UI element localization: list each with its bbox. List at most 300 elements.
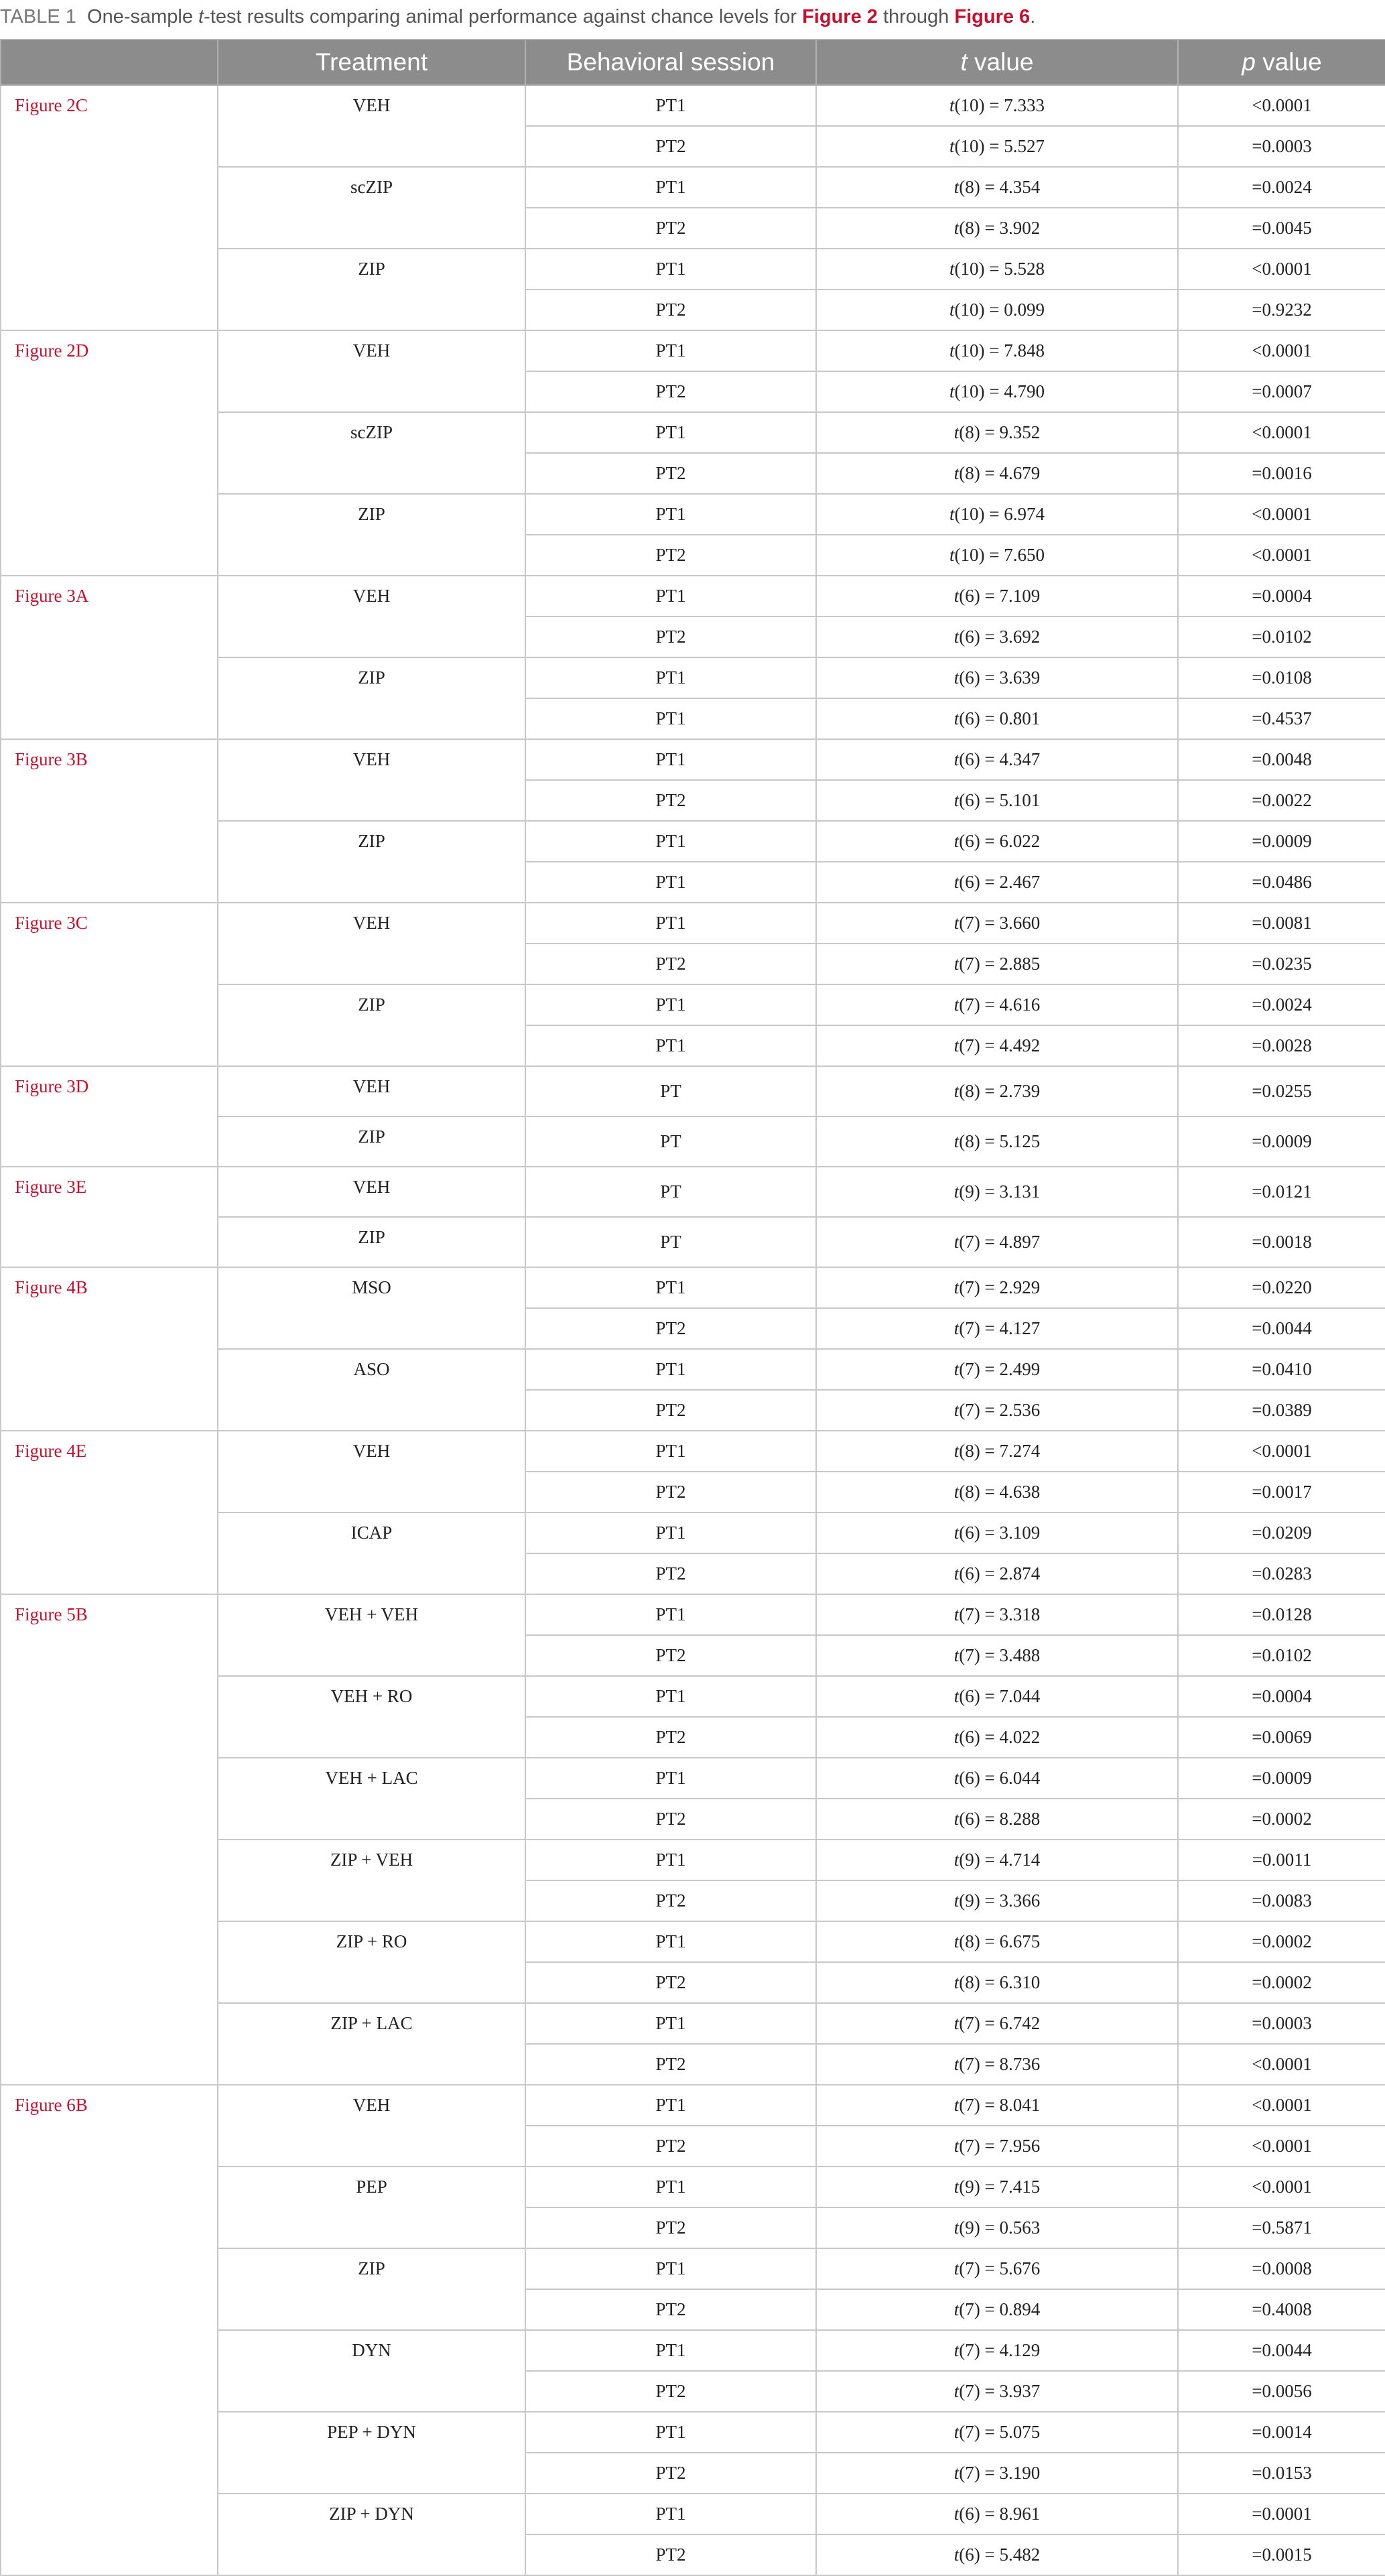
figure-cell [1, 1594, 218, 2085]
t-value-cell [816, 2534, 1178, 2575]
p-value-cell: =0.0015 [1178, 2534, 1385, 2575]
p-value-cell: <0.0001 [1178, 85, 1385, 126]
treatment-cell: VEH [218, 85, 525, 167]
caption-link-figure-2[interactable]: Figure 2 [802, 6, 878, 27]
caption-link-figure-6[interactable]: Figure 6 [954, 6, 1031, 27]
treatment-cell: ZIP [218, 2248, 525, 2330]
t-value-cell [816, 371, 1178, 412]
figure-link[interactable]: Figure 3C [15, 913, 88, 933]
header-p-symbol: p [1242, 48, 1256, 76]
t-symbol: t [953, 667, 960, 688]
p-value-cell: =0.0128 [1178, 1594, 1385, 1635]
t-statistic: (7) = 7.956 [959, 2136, 1041, 2156]
session-cell: PT1 [525, 1758, 816, 1799]
t-value-cell [816, 739, 1178, 780]
treatment-cell: VEH [218, 330, 525, 412]
header-row [1, 40, 1385, 85]
session-cell: PT1 [525, 1025, 816, 1066]
table-row [1, 903, 1385, 944]
t-statistic: (6) = 6.044 [959, 1768, 1041, 1788]
t-statistic: (7) = 3.660 [959, 913, 1041, 933]
t-statistic: (6) = 3.109 [959, 1523, 1041, 1543]
p-value-cell: <0.0001 [1178, 1431, 1385, 1472]
session-cell: PT2 [525, 535, 816, 576]
t-symbol: t [953, 2177, 960, 2197]
p-value-cell: =0.0004 [1178, 1676, 1385, 1717]
t-symbol: t [953, 954, 960, 974]
t-statistic: (7) = 0.894 [959, 2299, 1041, 2319]
t-value-cell [816, 412, 1178, 453]
t-statistic: (8) = 4.638 [959, 1482, 1041, 1502]
t-statistic: (7) = 2.929 [959, 1277, 1041, 1297]
session-cell: PT1 [525, 2330, 816, 2371]
table-row [1, 739, 1385, 780]
p-value-cell: =0.0024 [1178, 167, 1385, 208]
t-value-cell [816, 1390, 1178, 1431]
t-value-cell [816, 903, 1178, 944]
table-row [1, 576, 1385, 617]
p-value-cell: =0.0028 [1178, 1025, 1385, 1066]
treatment-cell: ZIP + RO [218, 1921, 525, 2003]
p-value-cell: =0.0001 [1178, 2494, 1385, 2534]
p-value-cell: <0.0001 [1178, 2044, 1385, 2085]
session-cell: PT1 [525, 1431, 816, 1472]
t-statistic: (8) = 4.354 [959, 177, 1041, 197]
session-cell: PT [525, 1116, 816, 1167]
p-value-cell: =0.0044 [1178, 2330, 1385, 2371]
t-symbol: t [953, 1359, 960, 1379]
t-symbol: t [953, 1768, 960, 1788]
t-value-cell [816, 1676, 1178, 1717]
p-value-cell: =0.0235 [1178, 944, 1385, 984]
t-statistic: (6) = 7.044 [959, 1686, 1041, 1706]
t-symbol: t [953, 1181, 960, 1202]
t-statistic: (6) = 5.482 [959, 2545, 1041, 2565]
p-value-cell: <0.0001 [1178, 2167, 1385, 2207]
t-symbol: t [953, 994, 960, 1015]
table-row [1, 1267, 1385, 1308]
table-row [1, 1066, 1385, 1116]
figure-link[interactable]: Figure 2D [15, 340, 89, 361]
t-symbol: t [953, 177, 960, 197]
t-value-cell [816, 984, 1178, 1025]
session-cell: PT2 [525, 2044, 816, 2085]
p-value-cell: =0.0410 [1178, 1349, 1385, 1390]
t-symbol: t [953, 2545, 960, 2565]
t-statistic: (8) = 9.352 [959, 422, 1041, 442]
t-value-cell [816, 1799, 1178, 1840]
figure-cell [1, 1167, 218, 1267]
t-symbol: t [953, 2054, 960, 2074]
t-value-cell [816, 862, 1178, 903]
treatment-cell: ZIP + DYN [218, 2494, 525, 2575]
session-cell: PT2 [525, 208, 816, 249]
p-value-cell: <0.0001 [1178, 2126, 1385, 2167]
treatment-cell: DYN [218, 2330, 525, 2412]
table-row [1, 330, 1385, 371]
t-symbol: t [953, 2095, 960, 2115]
t-statistic: (10) = 7.848 [954, 340, 1045, 361]
session-cell: PT1 [525, 1676, 816, 1717]
t-value-cell [816, 2207, 1178, 2248]
p-value-cell: =0.0016 [1178, 453, 1385, 494]
t-symbol: t [953, 1850, 960, 1870]
t-value-cell [816, 1217, 1178, 1267]
caption-text-after: -test results comparing animal performance against chance levels for [204, 6, 803, 27]
figure-link[interactable]: Figure 3B [15, 749, 88, 769]
t-statistic: (9) = 3.366 [959, 1890, 1041, 1911]
t-symbol: t [953, 2013, 960, 2033]
t-statistic: (6) = 5.101 [959, 790, 1041, 810]
session-cell: PT1 [525, 576, 816, 617]
t-symbol: t [949, 381, 955, 401]
t-value-cell [816, 1840, 1178, 1880]
t-value-cell [816, 1758, 1178, 1799]
results-table [0, 39, 1385, 2576]
header-behavioral-session: Behavioral session [525, 40, 816, 85]
t-symbol: t [949, 340, 955, 361]
t-value-cell [816, 1921, 1178, 1962]
figure-cell [1, 1267, 218, 1431]
figure-cell [1, 2085, 218, 2575]
p-value-cell: =0.0056 [1178, 2371, 1385, 2412]
p-value-cell: <0.0001 [1178, 2085, 1385, 2126]
header-t-label: value [967, 48, 1034, 76]
t-symbol: t [953, 1277, 960, 1297]
caption-text-end: . [1030, 6, 1036, 27]
table-row [1, 85, 1385, 126]
t-value-cell [816, 1267, 1178, 1308]
treatment-cell: ZIP [218, 249, 525, 330]
session-cell: PT1 [525, 249, 816, 289]
t-symbol: t [953, 1890, 960, 1911]
figure-link[interactable]: Figure 4E [15, 1441, 87, 1461]
t-statistic: (6) = 3.639 [959, 667, 1041, 688]
p-value-cell: =0.0283 [1178, 1553, 1385, 1594]
p-value-cell: =0.5871 [1178, 2207, 1385, 2248]
t-value-cell [816, 494, 1178, 535]
t-statistic: (7) = 3.318 [959, 1604, 1041, 1624]
figure-cell [1, 1066, 218, 1167]
t-statistic: (6) = 6.022 [959, 831, 1041, 851]
t-statistic: (10) = 7.333 [954, 95, 1045, 115]
t-statistic: (10) = 5.527 [954, 136, 1045, 156]
t-value-cell [816, 330, 1178, 371]
t-value-cell [816, 1962, 1178, 2003]
t-symbol: t [953, 1645, 960, 1665]
t-symbol: t [953, 1400, 960, 1420]
header-t-value [816, 40, 1178, 85]
p-value-cell: =0.0009 [1178, 821, 1385, 862]
t-symbol: t [953, 1318, 960, 1338]
session-cell: PT2 [525, 453, 816, 494]
figure-cell [1, 576, 218, 739]
session-cell: PT2 [525, 780, 816, 821]
p-value-cell: =0.0102 [1178, 617, 1385, 657]
t-value-cell [816, 1594, 1178, 1635]
p-value-cell: <0.0001 [1178, 249, 1385, 289]
t-value-cell [816, 249, 1178, 289]
t-statistic: (7) = 4.897 [959, 1232, 1041, 1252]
t-value-cell [816, 657, 1178, 698]
figure-cell [1, 330, 218, 576]
session-cell: PT1 [525, 85, 816, 126]
t-value-cell [816, 1431, 1178, 1472]
t-statistic: (6) = 4.022 [959, 1727, 1041, 1747]
t-statistic: (6) = 8.288 [959, 1809, 1041, 1829]
t-symbol: t [949, 300, 955, 320]
p-value-cell: =0.4008 [1178, 2289, 1385, 2330]
t-symbol: t [953, 1232, 960, 1252]
t-value-cell [816, 576, 1178, 617]
t-symbol: t [953, 1563, 960, 1584]
session-cell: PT1 [525, 412, 816, 453]
t-value-cell [816, 1116, 1178, 1167]
t-statistic: (7) = 3.937 [959, 2381, 1041, 2401]
table-row [1, 1594, 1385, 1635]
t-symbol: t [953, 1972, 960, 1992]
session-cell: PT1 [525, 657, 816, 698]
p-value-cell: =0.0009 [1178, 1758, 1385, 1799]
session-cell: PT1 [525, 2085, 816, 2126]
p-value-cell: =0.0017 [1178, 1472, 1385, 1512]
session-cell: PT1 [525, 862, 816, 903]
header-treatment: Treatment [218, 40, 525, 85]
treatment-cell: ZIP + VEH [218, 1840, 525, 1921]
t-symbol: t [953, 2299, 960, 2319]
t-symbol: t [953, 586, 960, 606]
t-statistic: (10) = 4.790 [954, 381, 1045, 401]
t-symbol: t [953, 2340, 960, 2360]
treatment-cell: VEH [218, 1431, 525, 1512]
t-symbol: t [953, 1441, 960, 1461]
treatment-cell: ZIP [218, 1217, 525, 1267]
p-value-cell: <0.0001 [1178, 494, 1385, 535]
t-value-cell [816, 1880, 1178, 1921]
session-cell: PT1 [525, 1840, 816, 1880]
caption-text-before: One-sample [87, 6, 199, 27]
treatment-cell: scZIP [218, 412, 525, 494]
treatment-cell: VEH [218, 739, 525, 821]
treatment-cell: VEH [218, 1066, 525, 1116]
t-statistic: (9) = 3.131 [959, 1181, 1041, 1202]
t-symbol: t [953, 1035, 960, 1055]
t-value-cell [816, 1553, 1178, 1594]
session-cell: PT1 [525, 1267, 816, 1308]
p-value-cell: =0.0045 [1178, 208, 1385, 249]
t-statistic: (6) = 2.874 [959, 1563, 1041, 1584]
t-symbol: t [949, 95, 955, 115]
t-symbol: t [953, 2217, 960, 2238]
p-value-cell: =0.0003 [1178, 2003, 1385, 2044]
t-symbol: t [949, 504, 955, 524]
treatment-cell: VEH + RO [218, 1676, 525, 1758]
treatment-cell: ZIP [218, 984, 525, 1066]
treatment-cell: ASO [218, 1349, 525, 1431]
figure-link[interactable]: Figure 6B [15, 2095, 88, 2115]
session-cell: PT [525, 1167, 816, 1217]
table-row [1, 1431, 1385, 1472]
t-statistic: (7) = 8.041 [959, 2095, 1041, 2115]
session-cell: PT2 [525, 2371, 816, 2412]
t-value-cell [816, 2003, 1178, 2044]
p-value-cell: <0.0001 [1178, 412, 1385, 453]
treatment-cell: ZIP [218, 494, 525, 576]
p-value-cell: =0.9232 [1178, 289, 1385, 330]
caption-t-italic: t [198, 6, 204, 27]
t-symbol: t [953, 1131, 960, 1151]
t-value-cell [816, 1308, 1178, 1349]
t-value-cell [816, 85, 1178, 126]
session-cell: PT2 [525, 126, 816, 167]
t-value-cell [816, 453, 1178, 494]
t-value-cell [816, 2494, 1178, 2534]
t-value-cell [816, 167, 1178, 208]
session-cell: PT2 [525, 1553, 816, 1594]
p-value-cell: =0.0002 [1178, 1962, 1385, 2003]
p-value-cell: =0.0011 [1178, 1840, 1385, 1880]
t-symbol: t [953, 2258, 960, 2278]
p-value-cell: =0.0081 [1178, 903, 1385, 944]
session-cell: PT2 [525, 1635, 816, 1676]
t-symbol: t [953, 913, 960, 933]
p-value-cell: =0.0069 [1178, 1717, 1385, 1758]
t-statistic: (8) = 2.739 [959, 1081, 1041, 1101]
session-cell: PT1 [525, 494, 816, 535]
figure-cell [1, 1431, 218, 1594]
session-cell: PT2 [525, 371, 816, 412]
t-symbol: t [953, 790, 960, 810]
table-row [1, 1167, 1385, 1217]
t-symbol: t [953, 1686, 960, 1706]
session-cell: PT [525, 1217, 816, 1267]
t-value-cell [816, 126, 1178, 167]
t-value-cell [816, 1167, 1178, 1217]
p-value-cell: =0.0008 [1178, 2248, 1385, 2289]
t-statistic: (7) = 4.492 [959, 1035, 1041, 1055]
table-row [1, 2085, 1385, 2126]
session-cell: PT2 [525, 1799, 816, 1840]
t-statistic: (9) = 7.415 [959, 2177, 1041, 2197]
p-value-cell: =0.0209 [1178, 1512, 1385, 1553]
t-statistic: (7) = 6.742 [959, 2013, 1041, 2033]
session-cell: PT1 [525, 739, 816, 780]
t-statistic: (6) = 7.109 [959, 586, 1041, 606]
t-statistic: (7) = 2.885 [959, 954, 1041, 974]
session-cell: PT1 [525, 2003, 816, 2044]
figure-cell [1, 739, 218, 903]
t-symbol: t [953, 831, 960, 851]
session-cell: PT2 [525, 944, 816, 984]
figure-link[interactable]: Figure 5B [15, 1604, 88, 1624]
session-cell: PT1 [525, 1921, 816, 1962]
t-value-cell [816, 780, 1178, 821]
figure-link[interactable]: Figure 4B [15, 1277, 88, 1297]
treatment-cell: scZIP [218, 167, 525, 249]
t-symbol: t [953, 1523, 960, 1543]
figure-link[interactable]: Figure 3A [15, 586, 89, 606]
t-value-cell [816, 2167, 1178, 2207]
p-value-cell: =0.0003 [1178, 126, 1385, 167]
t-statistic: (6) = 0.801 [959, 708, 1041, 728]
t-symbol: t [953, 2136, 960, 2156]
t-value-cell [816, 2289, 1178, 2330]
table-caption [0, 0, 1385, 39]
session-cell: PT2 [525, 1880, 816, 1921]
t-statistic: (7) = 3.488 [959, 1645, 1041, 1665]
t-value-cell [816, 2412, 1178, 2453]
t-value-cell [816, 1472, 1178, 1512]
t-symbol: t [953, 1809, 960, 1829]
p-value-cell: =0.0044 [1178, 1308, 1385, 1349]
t-symbol: t [953, 2504, 960, 2524]
treatment-cell: VEH [218, 576, 525, 657]
session-cell: PT2 [525, 2453, 816, 2494]
t-statistic: (7) = 5.075 [959, 2422, 1041, 2442]
t-symbol: t [953, 1931, 960, 1951]
session-cell: PT1 [525, 821, 816, 862]
p-value-cell: =0.0255 [1178, 1066, 1385, 1116]
t-statistic: (6) = 8.961 [959, 2504, 1041, 2524]
t-statistic: (10) = 7.650 [954, 545, 1045, 565]
header-p-label: value [1255, 48, 1322, 76]
t-value-cell [816, 1349, 1178, 1390]
t-symbol: t [953, 749, 960, 769]
t-symbol: t [949, 545, 955, 565]
t-symbol: t [953, 2422, 960, 2442]
p-value-cell: =0.0007 [1178, 371, 1385, 412]
treatment-cell: ZIP [218, 821, 525, 903]
p-value-cell: =0.0153 [1178, 2453, 1385, 2494]
t-symbol: t [949, 259, 955, 279]
session-cell: PT2 [525, 2289, 816, 2330]
session-cell: PT1 [525, 1512, 816, 1553]
session-cell: PT [525, 1066, 816, 1116]
t-symbol: t [953, 708, 960, 728]
t-statistic: (9) = 4.714 [959, 1850, 1041, 1870]
t-statistic: (7) = 4.129 [959, 2340, 1041, 2360]
session-cell: PT1 [525, 330, 816, 371]
t-value-cell [816, 2453, 1178, 2494]
figure-link[interactable]: Figure 3E [15, 1177, 87, 1197]
t-value-cell [816, 535, 1178, 576]
session-cell: PT1 [525, 2412, 816, 2453]
session-cell: PT2 [525, 1962, 816, 2003]
treatment-cell: ICAP [218, 1512, 525, 1594]
session-cell: PT2 [525, 617, 816, 657]
treatment-cell: VEH [218, 1167, 525, 1217]
p-value-cell: =0.0002 [1178, 1921, 1385, 1962]
treatment-cell: MSO [218, 1267, 525, 1349]
figure-link[interactable]: Figure 2C [15, 95, 88, 115]
t-symbol: t [953, 2463, 960, 2483]
session-cell: PT2 [525, 1717, 816, 1758]
session-cell: PT2 [525, 1308, 816, 1349]
p-value-cell: =0.0014 [1178, 2412, 1385, 2453]
header-t-symbol: t [960, 48, 968, 76]
t-statistic: (8) = 4.679 [959, 463, 1041, 483]
header-p-value [1178, 40, 1385, 85]
session-cell: PT1 [525, 698, 816, 739]
table-label: TABLE 1 [0, 6, 76, 27]
t-statistic: (8) = 5.125 [959, 1131, 1041, 1151]
p-value-cell: <0.0001 [1178, 330, 1385, 371]
t-value-cell [816, 2330, 1178, 2371]
treatment-cell: VEH [218, 2085, 525, 2167]
session-cell: PT2 [525, 289, 816, 330]
session-cell: PT1 [525, 984, 816, 1025]
figure-link[interactable]: Figure 3D [15, 1076, 89, 1096]
